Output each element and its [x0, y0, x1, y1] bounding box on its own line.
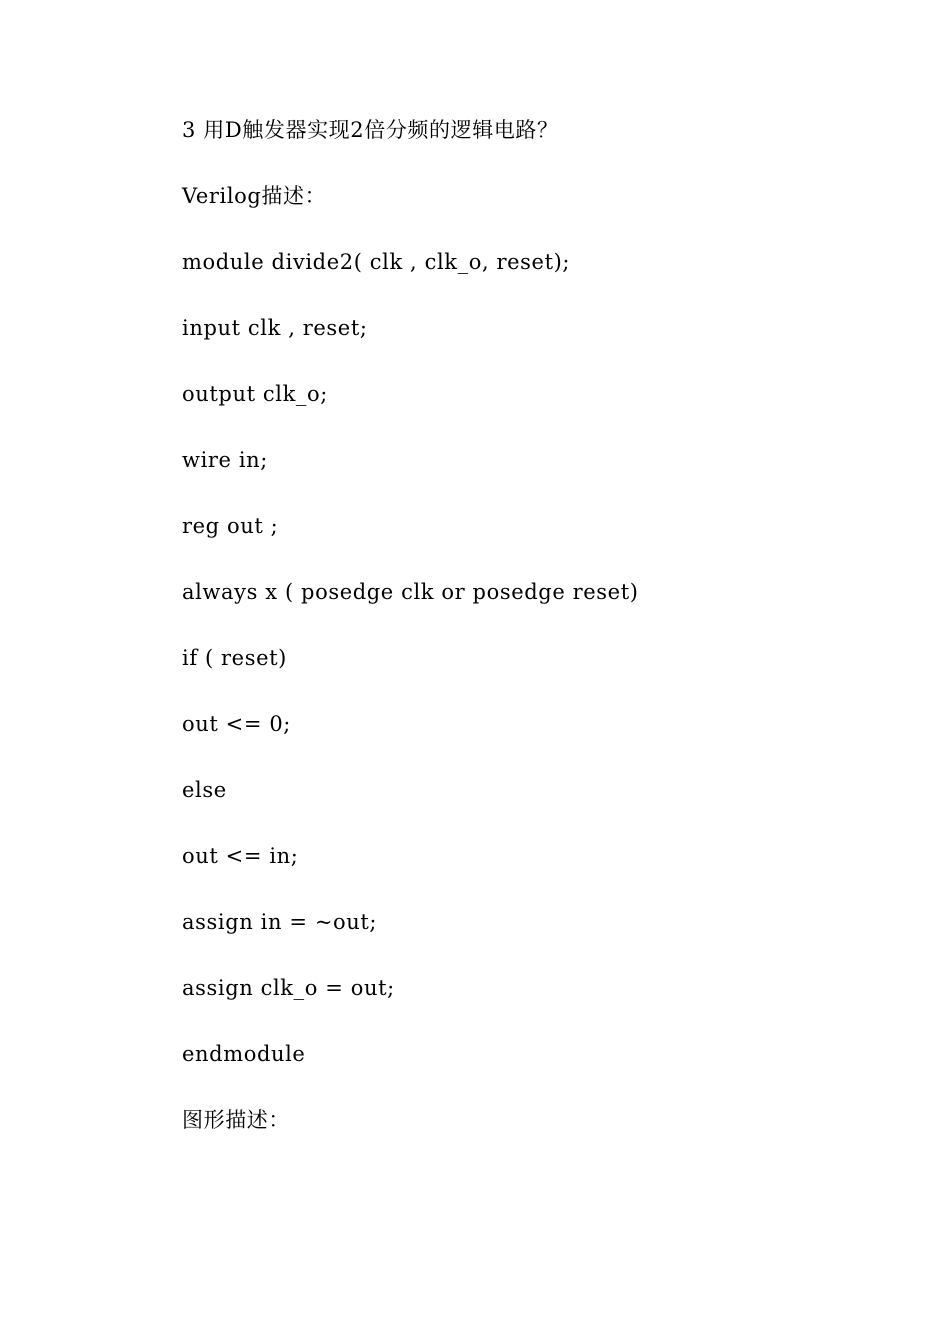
question-heading: 3 用D触发器实现2倍分频的逻辑电路？: [182, 118, 559, 142]
code-line: out <= in;: [182, 844, 299, 868]
code-line: endmodule: [182, 1042, 306, 1066]
code-line: reg out ;: [182, 514, 279, 538]
code-line: if ( reset): [182, 646, 287, 670]
code-line: assign clk_o = out;: [182, 976, 395, 1000]
code-line: module divide2( clk , clk_o, reset);: [182, 250, 571, 274]
figure-heading: 图形描述：: [182, 1108, 290, 1132]
code-line: output clk_o;: [182, 382, 328, 406]
code-line: else: [182, 778, 227, 802]
code-line: assign in = ~out;: [182, 910, 378, 934]
verilog-heading: Verilog描述：: [182, 184, 327, 208]
code-line: wire in;: [182, 448, 268, 472]
code-line: out <= 0;: [182, 712, 291, 736]
code-line: input clk , reset;: [182, 316, 368, 340]
code-line: always x ( posedge clk or posedge reset): [182, 580, 639, 604]
